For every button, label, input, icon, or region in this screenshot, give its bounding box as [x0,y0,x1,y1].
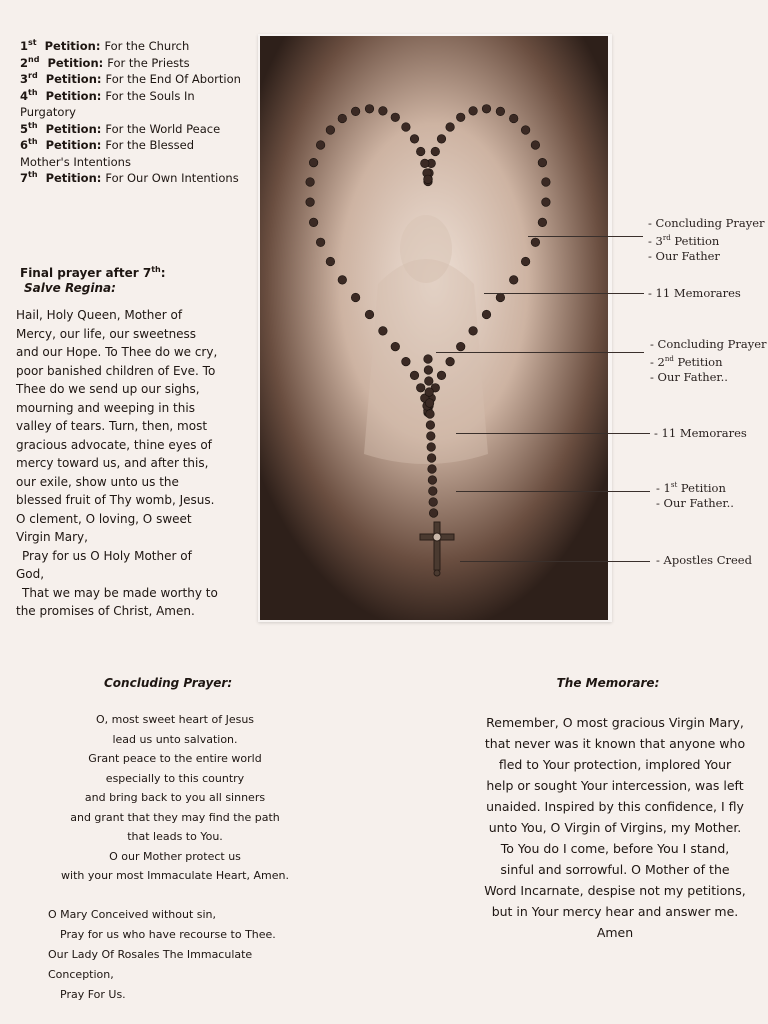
rosary-bead [509,114,518,123]
mary-line: Conception, [48,968,114,981]
rosary-bead [456,342,465,351]
concluding-line: O, most sweet heart of Jesus [95,713,255,726]
label-apostles-creed: - Apostles Creed [656,553,752,567]
rosary-bead [316,141,325,150]
rosary-bead [424,366,433,375]
rosary-bead [379,327,388,336]
memorare-line: fled to Your protection, implored Your [498,757,732,772]
memorare-line: Amen [596,925,634,940]
concluding-line: Grant peace to the entire world [88,752,262,765]
salve-line: That we may be made worthy to [22,585,218,600]
petition-4: 4th Petition: For the Souls In Purgatory [20,87,195,119]
petition-5: 5th Petition: For the World Peace [20,120,221,136]
rosary-bead [427,454,436,463]
rosary-bead [338,114,347,123]
salve-line: and our Hope. To Thee do we cry, [16,345,218,359]
petition-7: 7th Petition: For Our Own Intentions [20,170,239,185]
rosary-bead [431,147,440,156]
memorare-line: Word Incarnate, despise not my petitions, [484,883,746,898]
rosary-bead [351,293,360,302]
rosary-bead [429,498,438,507]
rosary-bead [351,107,360,116]
rosary-bead [542,178,551,187]
rosary-bead [428,476,437,485]
salve-line: valley of tears. Turn, then, most [16,419,208,433]
rosary-bead [482,310,491,319]
concluding-line: that leads to You. [127,830,223,843]
salve-line: poor banished children of Eve. To [16,363,216,378]
rosary-bead [309,218,318,227]
salve-line: Mercy, our life, our sweetness [16,326,197,341]
salve-line: Virgin Mary, [16,530,88,544]
concluding-line: with your most Immaculate Heart, Amen. [61,869,289,882]
rosary-bead [521,126,530,135]
rosary-bead [538,218,547,227]
mary-line: Pray for us who have recourse to Thee. [60,928,276,941]
rosary-bead [456,113,465,122]
salve-line: the promises of Christ, Amen. [16,604,195,618]
mary-line: Our Lady Of Rosales The Immaculate [48,948,253,961]
rosary-bead [429,509,438,518]
label-group-3: - Concluding Prayer - 3rd Petition - Our Father [648,216,765,263]
petition-2: 2nd Petition: For the Priests [20,54,190,70]
rosary-bead [306,178,315,187]
rosary-bead [391,342,400,351]
petitions-list [20,38,245,187]
mary-line: O Mary Conceived without sin, [48,908,217,921]
rosary-photo [258,34,612,622]
rosary-bead [424,175,433,184]
salve-line: God, [16,567,45,581]
rosary-bead [326,257,335,266]
salve-line: blessed fruit of Thy womb, Jesus. [16,493,215,507]
salve-line: mourning and weeping in this [16,400,195,415]
rosary-bead [482,105,491,114]
rosary-bead [437,135,446,144]
rosary-illustration [258,34,612,622]
rosary-bead [426,410,435,419]
rosary-bead [365,310,374,319]
rosary-bead [365,105,374,114]
rosary-bead [316,238,325,247]
rosary-bead [538,158,547,167]
rosary-bead [410,371,419,380]
memorare-text [470,712,760,943]
salve-regina-text [16,306,248,621]
rosary-bead [416,147,425,156]
petition-3: 3rd Petition: For the End Of Abortion [20,71,241,86]
rosary-bead [326,126,335,135]
rosary-bead [391,113,400,122]
rosary-bead [496,293,505,302]
rosary-bead [426,421,435,430]
salve-line: gracious advocate, thine eyes of [16,437,212,452]
rosary-bead [425,377,434,386]
memorare-line: unto You, O Virgin of Virgins, my Mother. [488,820,742,835]
rosary-bead [429,487,438,496]
petition-1: 1st Petition: For the Church [20,38,190,53]
memorare-line: unaided. Inspired by this confidence, I fly [486,799,744,814]
rosary-bead [428,465,437,474]
rosary-bead [338,276,347,285]
concluding-line: O our Mother protect us [109,849,241,863]
rosary-bead [306,198,315,207]
rosary-bead [379,107,388,116]
salve-line: O clement, O loving, O sweet [16,511,192,526]
rosary-bead [427,443,436,452]
petition-6: 6th Petition: For the Blessed Mother's Intentions [20,137,195,169]
rosary-bead [402,123,411,132]
memorare-line: that never was it known that anyone who [484,736,746,751]
rosary-bead [437,371,446,380]
memorare-line: To You do I come, before You I stand, [500,841,730,856]
rosary-bead [424,355,433,364]
salve-line: our exile, show unto us the [16,474,179,489]
rosary-bead [521,257,530,266]
concluding-line: and bring back to you all sinners [84,791,266,804]
salve-line: Pray for us O Holy Mother of [22,548,192,563]
salve-line: Hail, Holy Queen, Mother of [16,308,183,322]
memorare-line: Remember, O most gracious Virgin Mary, [486,715,744,730]
rosary-bead [425,399,434,408]
rosary-bead [542,198,551,207]
final-prayer-heading: Final prayer after 7th: [20,265,166,280]
label-group-2: - Concluding Prayer - 2nd Petition - Our Father.. [650,337,767,384]
rosary-bead [427,432,436,441]
mary-conceived-prayer [48,905,318,1005]
label-memorares-1: - 11 Memorares [648,286,741,300]
label-memorares-2: - 11 Memorares [654,426,747,440]
rosary-bead [421,159,430,168]
rosary-bead [416,384,425,393]
salve-line: mercy toward us, and after this, [16,456,209,470]
concluding-prayer-heading: Concluding Prayer: [104,676,233,690]
rosary-bead [469,327,478,336]
memorare-line: but in Your mercy hear and answer me. [491,904,739,919]
concluding-line: lead us unto salvation. [112,732,238,746]
rosary-bead [410,135,419,144]
salve-regina-title: Salve Regina: [24,281,116,295]
rosary-bead [531,141,540,150]
rosary-bead [309,158,318,167]
rosary-bead [446,123,455,132]
rosary-bead [496,107,505,116]
memorare-heading: The Memorare: [556,676,660,690]
concluding-line: especially to this country [105,771,245,785]
rosary-bead [531,238,540,247]
concluding-line: and grant that they may find the path [70,810,280,824]
concluding-prayer-text [30,710,320,886]
memorare-line: sinful and sorrowful. O Mother of the [500,862,730,877]
salve-line: Thee do we send up our sighs, [16,382,200,396]
label-group-1: - 1st Petition - Our Father.. [656,480,734,510]
rosary-bead [402,357,411,366]
rosary-bead [469,107,478,116]
memorare-line: help or sought Your intercession, was left [486,778,744,793]
rosary-bead [425,388,434,397]
rosary-bead [446,357,455,366]
rosary-bead [509,276,518,285]
mary-line: Pray For Us. [60,988,126,1001]
